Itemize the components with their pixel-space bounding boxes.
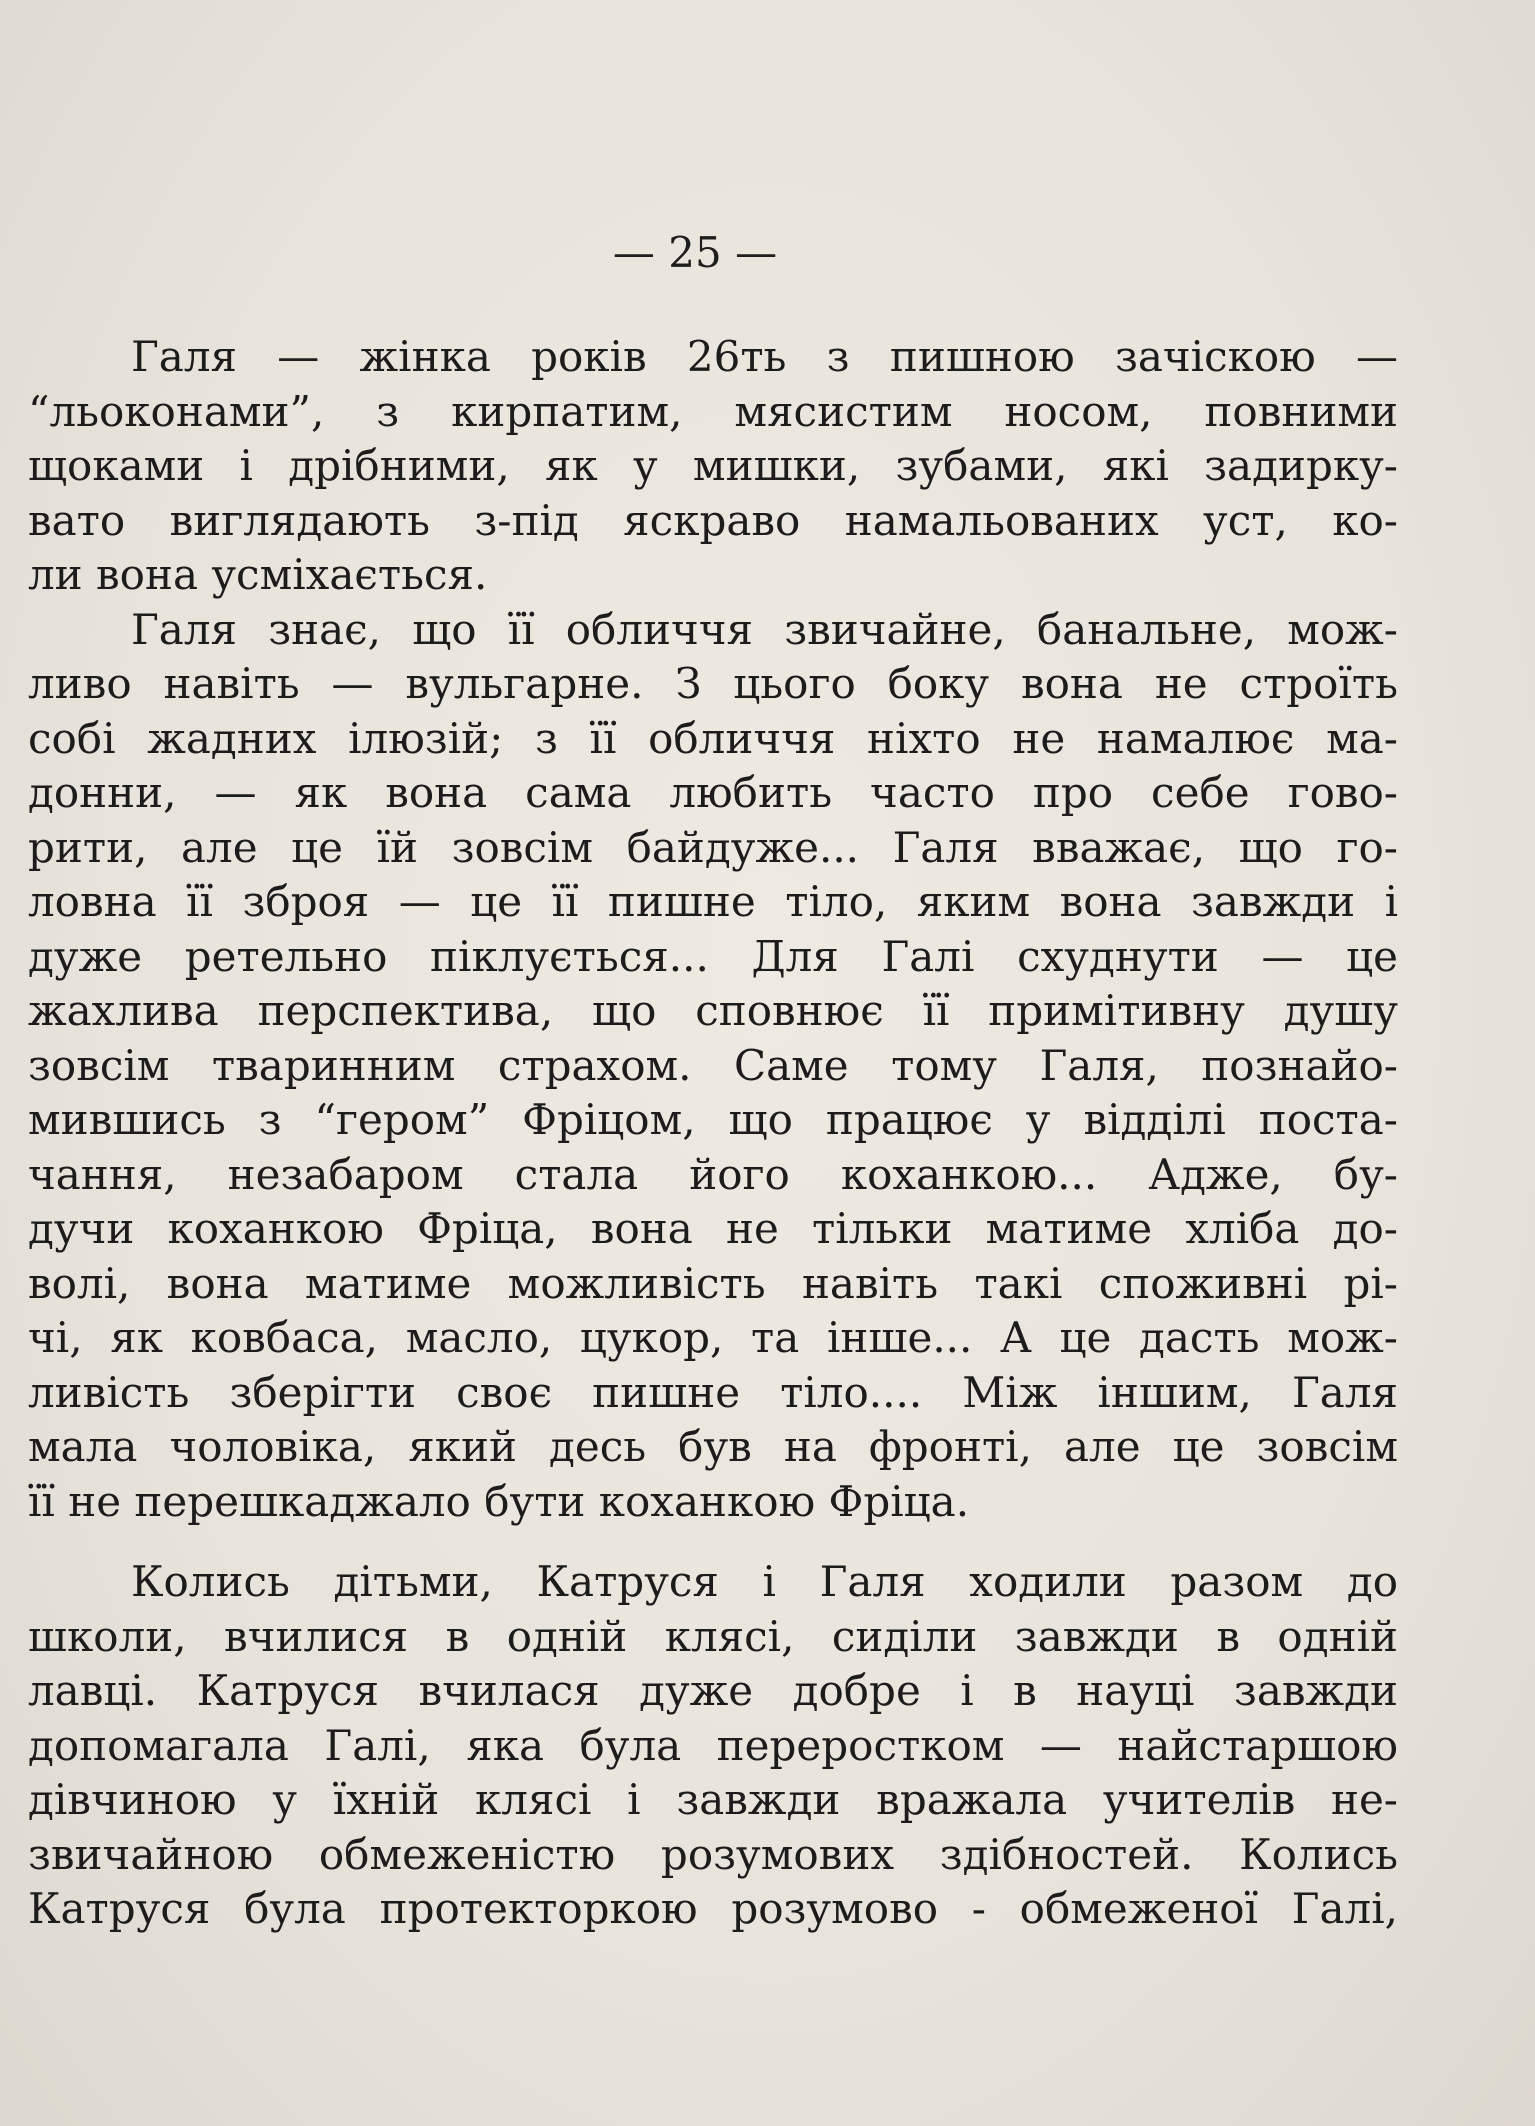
text-line: зовсім тваринним страхом. Саме тому Галя, познайо-: [28, 1040, 1398, 1090]
text-body: [28, 330, 1398, 1937]
text-line: ловна її зброя — це її пишне тіло, яким вона завжди і: [28, 877, 1398, 926]
text-line: мала чоловіка, який десь був на фронті, але це зовсім: [28, 1422, 1398, 1471]
text-line: “льоконами”, з кирпатим, мясистим носом, повними: [28, 386, 1398, 436]
text-line: донни, — як вона сама любить часто про себе гово-: [28, 768, 1398, 817]
text-line: рити, але це їй зовсім байдуже... Галя вважає, що го-: [28, 822, 1398, 872]
text-line: Галя — жінка років 26ть з пишною зачіскою —: [131, 332, 1398, 381]
text-line: ливо навіть — вульгарне. З цього боку вона не строїть: [28, 659, 1398, 708]
text-line: мившись з “гером” Фріцом, що працює у відділі поста-: [28, 1095, 1398, 1144]
text-line: ли вона усміхається.: [28, 550, 488, 599]
paragraph: [28, 1555, 1398, 1937]
text-line: чі, як ковбаса, масло, цукор, та інше... А це дасть мож-: [28, 1313, 1398, 1362]
text-line: Катруся була протекторкою розумово - обмеженої Галі,: [28, 1884, 1398, 1933]
text-line: вато виглядають з-під яскраво намальованих уст, ко-: [28, 495, 1398, 545]
text-line: чання, незабаром стала його коханкою... Адже, бу-: [28, 1149, 1398, 1199]
text-line: щоками і дрібними, як у мишки, зубами, які задирку-: [28, 441, 1398, 490]
paragraph: [28, 603, 1398, 1530]
text-line: лавці. Катруся вчилася дуже добре і в науці завжди: [28, 1666, 1398, 1715]
text-line: звичайною обмеженістю розумових здібностей. Колись: [28, 1829, 1398, 1879]
text-line: волі, вона матиме можливість навіть такі споживні рі-: [28, 1258, 1398, 1308]
text-line: дучи коханкою Фріца, вона не тільки матиме хліба до-: [28, 1204, 1398, 1253]
paragraph: [28, 330, 1398, 603]
text-line: дівчиною у їхній клясі і завжди вражала учителів не-: [28, 1775, 1398, 1824]
page-number: — 25 —: [612, 228, 778, 277]
text-line: жахлива перспектива, що сповнює її примітивну душу: [28, 986, 1398, 1035]
text-line: собі жадних ілюзій; з її обличчя ніхто не намалює ма-: [28, 713, 1398, 763]
text-line: допомагала Галі, яка була переростком — найстаршою: [28, 1720, 1398, 1770]
text-line: її не перешкаджало бути коханкою Фріца.: [28, 1476, 970, 1526]
text-line: Колись дітьми, Катруся і Галя ходили разом до: [131, 1557, 1398, 1606]
text-line: ливість зберігти своє пишне тіло.... Між іншим, Галя: [28, 1367, 1398, 1417]
text-line: Галя знає, що її обличчя звичайне, банальне, мож-: [131, 604, 1398, 654]
text-line: дуже ретельно піклується... Для Галі схуднути — це: [28, 931, 1398, 981]
text-line: школи, вчилися в одній клясі, сиділи завжди в одній: [28, 1611, 1398, 1661]
